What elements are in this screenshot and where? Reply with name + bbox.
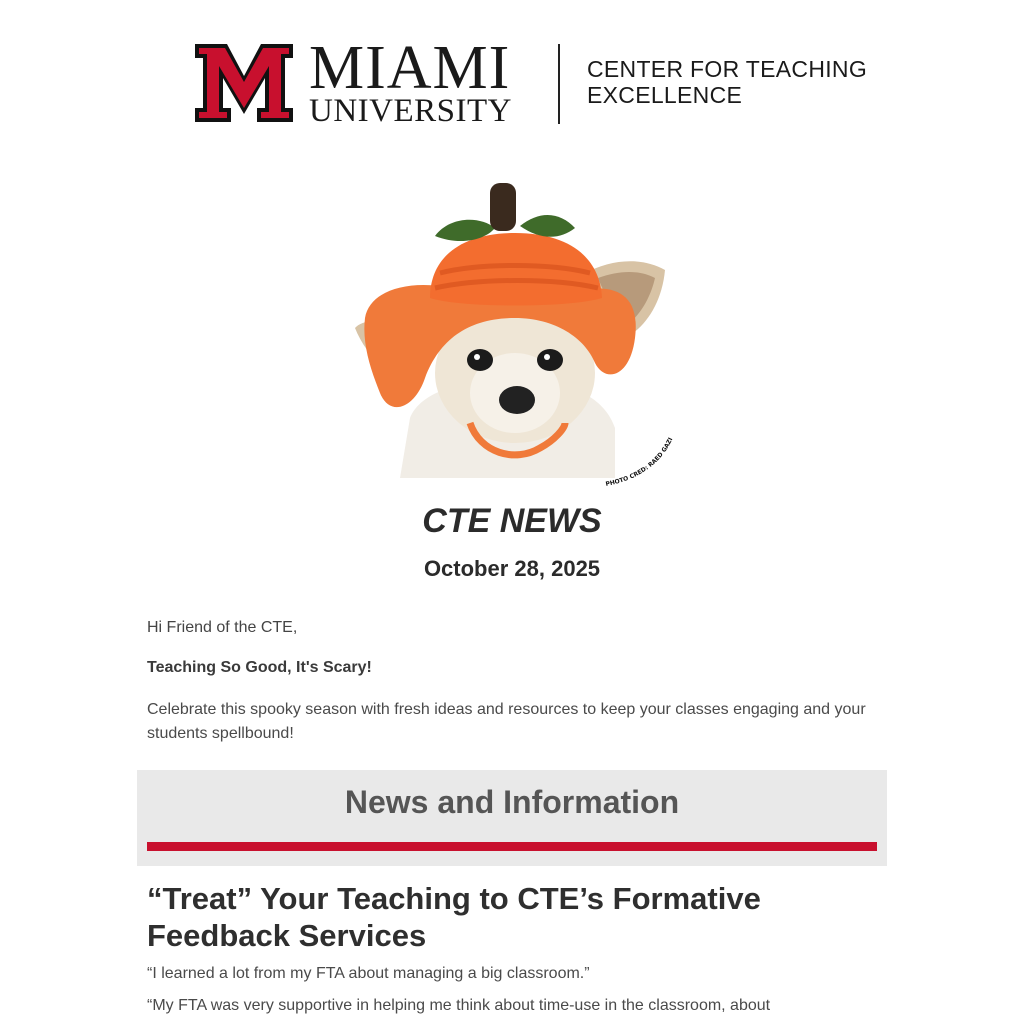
- wordmark-university: UNIVERSITY: [309, 93, 512, 129]
- logo-divider: [558, 44, 560, 124]
- miami-m-logo-icon: [195, 44, 293, 122]
- newsletter-title: CTE NEWS: [422, 502, 602, 540]
- intro-paragraph: Celebrate this spooky season with fresh ideas and resources to keep your classes engaging and your students spellbound!: [147, 701, 866, 742]
- section-red-divider: [147, 842, 877, 851]
- email-header: [0, 0, 1024, 150]
- section-header-band: [137, 770, 887, 866]
- university-wordmark: [309, 34, 539, 129]
- wordmark-miami: MIAMI: [309, 34, 511, 102]
- tagline-text: Teaching So Good, It's Scary!: [147, 659, 372, 676]
- center-name: [587, 56, 867, 108]
- svg-text:PHOTO CRED: RAED GAZI: [605, 437, 674, 488]
- photo-credit-curve: [600, 420, 690, 490]
- center-name-line1: CENTER FOR TEACHING: [587, 56, 868, 82]
- section-heading: News and Information: [344, 784, 680, 820]
- center-name-line2: EXCELLENCE: [587, 82, 743, 108]
- article-quote-1: “I learned a lot from my FTA about managing a big classroom.”: [147, 965, 590, 982]
- greeting-text: Hi Friend of the CTE,: [147, 619, 298, 636]
- article-quote-2: “My FTA was very supportive in helping me think about time-use in the classroom, about: [147, 997, 771, 1014]
- photo-credit-text: PHOTO CRED: RAED GAZI: [605, 436, 675, 488]
- article-title[interactable]: “Treat” Your Teaching to CTE’s Formative Feedback Services: [147, 881, 761, 953]
- newsletter-date: October 28, 2025: [423, 556, 601, 581]
